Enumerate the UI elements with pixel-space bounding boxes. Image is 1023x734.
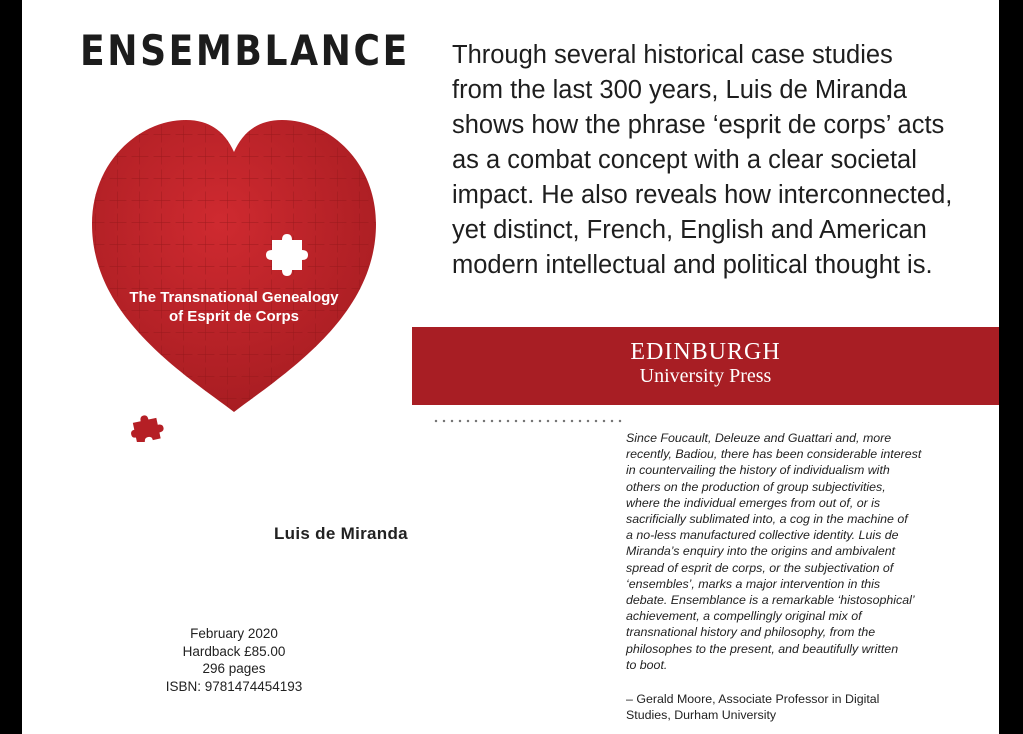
blurb-line: as a combat concept with a clear societal — [452, 146, 917, 174]
blurb-line: shows how the phrase ‘esprit de corps’ acts — [452, 111, 945, 139]
attribution-line1: – Gerald Moore, Associate Professor in Digital — [626, 692, 880, 706]
dotted-divider — [432, 419, 622, 423]
book-details — [152, 625, 316, 695]
author-name: Luis de Miranda — [274, 524, 408, 543]
book-title: ENSEMBLANCE — [80, 26, 410, 75]
cover-subtitle-line1: The Transnational Genealogy — [129, 289, 339, 306]
review-line: debate. Ensemblance is a remarkable ‘histosophical’ — [626, 593, 915, 608]
publication-date: February 2020 — [190, 626, 278, 641]
review-line: transnational history and philosophy, from the — [626, 625, 876, 640]
publisher-logo — [412, 339, 999, 387]
blurb-line: Through several historical case studies — [452, 41, 893, 69]
review-line: to boot. — [626, 657, 668, 672]
blurb-line: modern intellectual and political thought is. — [452, 251, 933, 279]
flyer-page — [22, 0, 999, 734]
attribution-line2: Studies, Durham University — [626, 708, 777, 723]
review-quote — [626, 430, 976, 673]
review-line: ‘ensembles’, marks a major intervention in this — [626, 576, 881, 591]
isbn: ISBN: 9781474454193 — [165, 678, 303, 694]
review-line: where the individual emerges from out of, or is — [626, 495, 881, 510]
review-line: achievement, a compellingly original mix of — [626, 609, 862, 624]
blurb-text — [452, 38, 992, 283]
review-line: sacrificially sublimated into, a cog in the machine of — [626, 512, 908, 527]
blurb-line: yet distinct, French, English and American — [452, 216, 927, 244]
review-line: others on the production of group subjectivities, — [626, 479, 886, 494]
review-line: recently, Badiou, there has been considerable interest — [626, 447, 922, 462]
review-line: a no-less manufactured collective identity. Luis de — [626, 528, 899, 543]
format-price: Hardback £85.00 — [182, 643, 286, 659]
puzzle-piece-icon — [130, 412, 164, 442]
cover-subtitle — [74, 288, 394, 326]
review-attribution — [626, 691, 976, 723]
review-line: spread of esprit de corps, or the subjectivation of — [626, 560, 894, 575]
review-line: in countervailing the history of individualism with — [626, 463, 890, 478]
cover-heart — [74, 112, 394, 424]
publisher-subname: University Press — [639, 365, 772, 387]
publisher-band — [412, 327, 999, 405]
blurb-line: from the last 300 years, Luis de Miranda — [452, 76, 907, 104]
heart-puzzle-icon — [74, 112, 394, 424]
publisher-name: EDINBURGH — [630, 339, 781, 365]
blurb-line: impact. He also reveals how interconnected, — [452, 181, 953, 209]
review-line: philosophes to the present, and beautifully written — [626, 641, 899, 656]
page-count: 296 pages — [202, 661, 266, 676]
review-line: Since Foucault, Deleuze and Guattari and, more — [626, 431, 892, 445]
cover-subtitle-line2: of Esprit de Corps — [168, 308, 299, 325]
review-line: Miranda’s enquiry into the origins and ambivalent — [626, 544, 896, 559]
